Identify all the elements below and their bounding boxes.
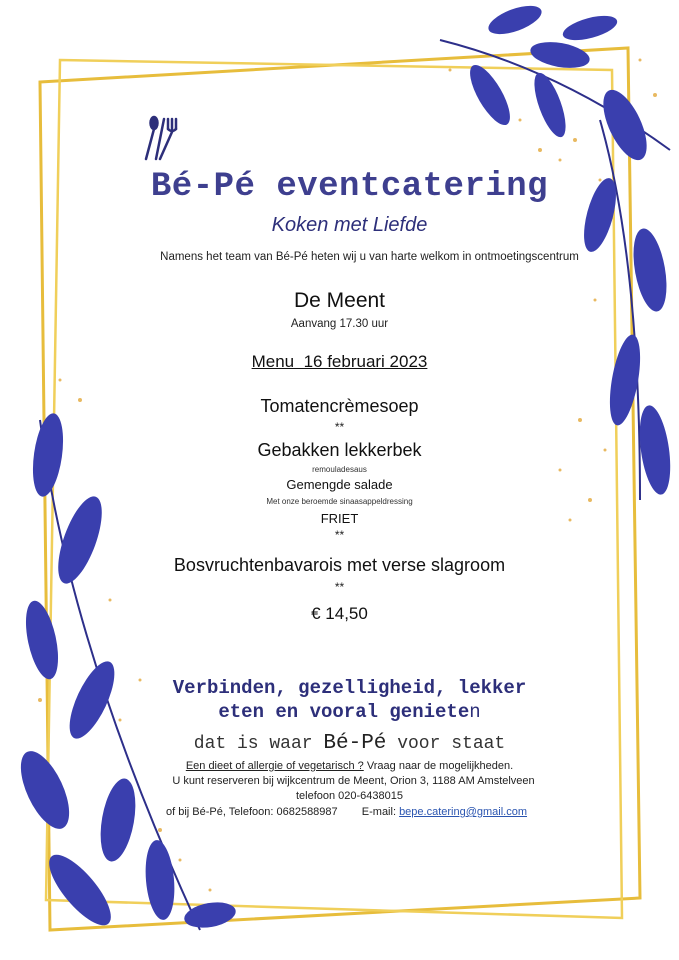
diet-question: Een dieet of allergie of vegetarisch ? — [185, 760, 364, 772]
slogan-line-2 — [10, 701, 679, 723]
start-time: Aanvang 17.30 uur — [290, 318, 389, 330]
slogan-line-2-main: eten en vooral geniete — [218, 701, 470, 723]
menu-starter: Tomatencrèmesoep — [260, 396, 419, 416]
menu-side-note: Met onze beroemde sinaasappeldressing — [266, 497, 413, 506]
reservation-info: U kunt reserveren bij wijkcentrum de Meent, Orion 3, 1188 AM Amstelveen — [172, 775, 535, 787]
menu-main: Gebakken lekkerbek — [257, 440, 422, 460]
menu-fries: FRIET — [320, 511, 359, 526]
slogan-line-3 — [10, 732, 679, 755]
email-link[interactable]: bepe.catering@gmail.com — [399, 806, 528, 818]
slogan-line-1: Verbinden, gezelligheid, lekker — [172, 677, 527, 699]
menu-separator: ** — [334, 528, 345, 542]
diet-info — [10, 760, 679, 772]
menu-heading: Menu 16 februari 2023 — [251, 352, 428, 371]
page-subtitle: Koken met Liefde — [271, 214, 428, 236]
page-title: Bé-Pé eventcatering — [150, 168, 549, 206]
phone-venue: telefoon 020-6438015 — [295, 790, 404, 802]
diet-rest: Vraag naar de mogelijkheden. — [363, 760, 514, 772]
slogan-line-3-a: dat is waar — [193, 734, 324, 754]
menu-dessert: Bosvruchtenbavarois met verse slagroom — [173, 555, 506, 575]
welcome-text: Namens het team van Bé-Pé heten wij u van harte welkom in ontmoetingscentrum — [160, 251, 579, 263]
slogan-line-3-c: voor staat — [386, 734, 506, 754]
menu-price: € 14,50 — [311, 604, 368, 623]
phone-bepe: of bij Bé-Pé, Telefoon: 0682588987 — [166, 806, 338, 818]
menu-main-sauce: remouladesaus — [312, 465, 367, 474]
contact-line — [166, 806, 527, 818]
menu-separator: ** — [334, 420, 345, 434]
cutlery-icon — [138, 115, 188, 165]
menu-separator: ** — [334, 580, 345, 594]
email-label: E-mail: — [361, 806, 400, 818]
slogan-brand: Bé-Pé — [323, 732, 387, 755]
slogan-line-2-tail: n — [469, 701, 481, 723]
menu-side: Gemengde salade — [286, 477, 393, 492]
venue-name: De Meent — [293, 289, 386, 312]
